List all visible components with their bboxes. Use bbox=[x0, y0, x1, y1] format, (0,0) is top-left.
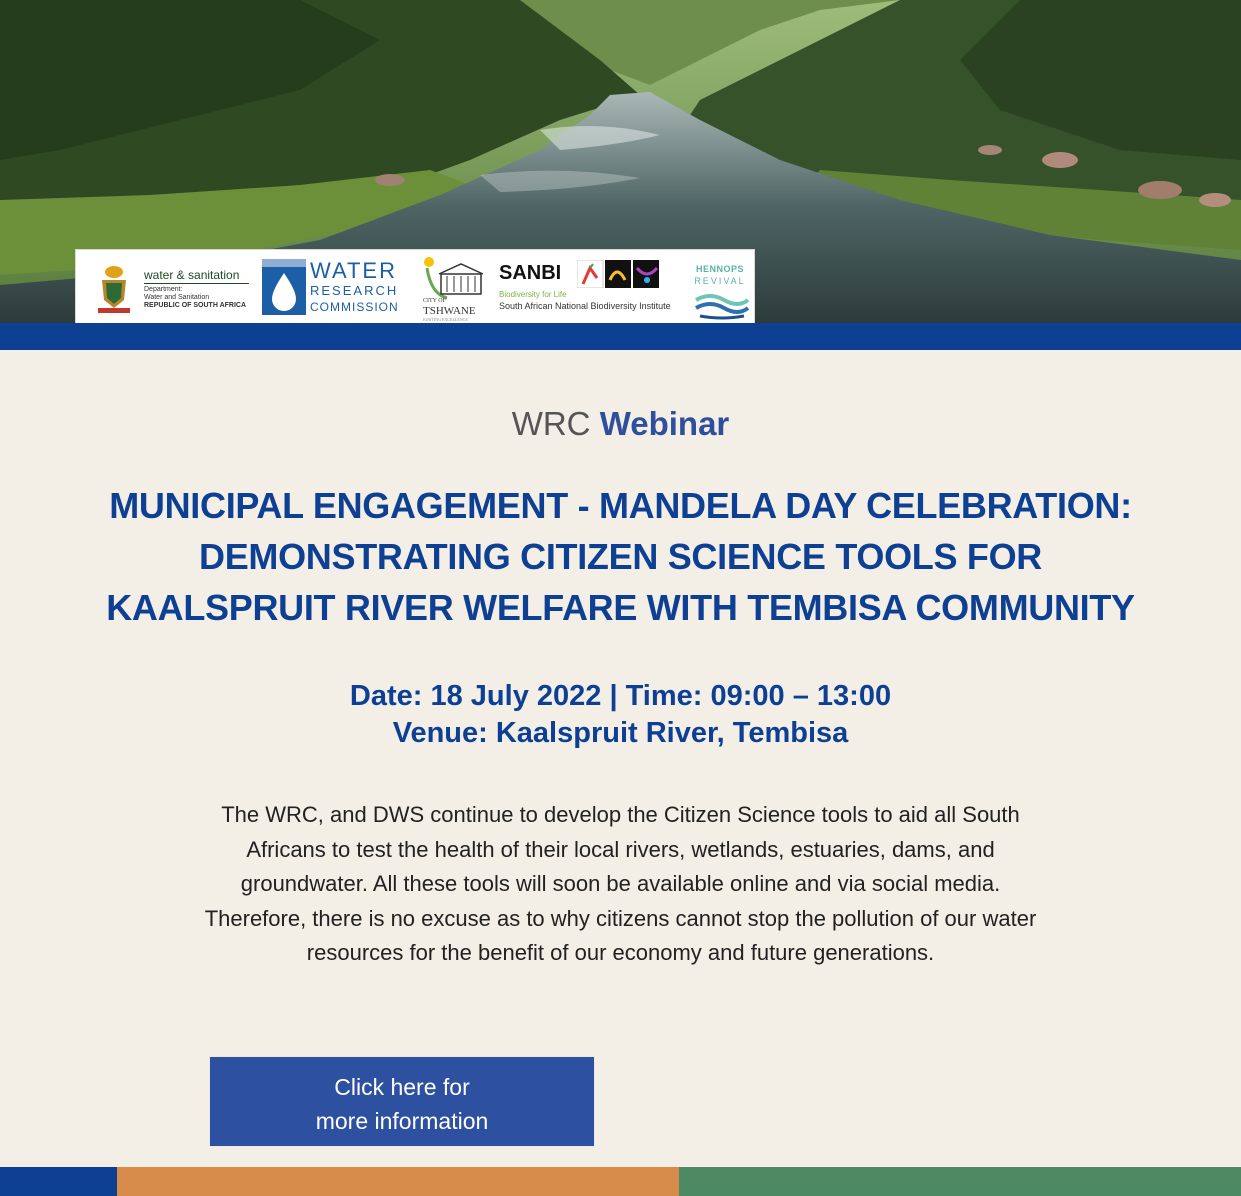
dws-name: water & sanitation bbox=[144, 268, 240, 282]
dws-dept-name: Water and Sanitation bbox=[144, 294, 210, 301]
union-buildings-icon bbox=[421, 254, 485, 302]
footer-bar-orange bbox=[117, 1167, 679, 1196]
heading-prefix: WRC bbox=[511, 405, 591, 442]
wrc-name-line2: RESEARCH bbox=[310, 283, 399, 298]
coat-of-arms-icon bbox=[88, 250, 148, 324]
description-line: Therefore, there is no excuse as to why citizens cannot stop the pollution of our water bbox=[204, 905, 1037, 931]
dws-dept-label: Department: bbox=[144, 286, 183, 293]
river-waves-icon bbox=[692, 294, 752, 320]
hennops-name: HENNOPS bbox=[695, 264, 744, 274]
tshwane-tagline: IGNITING EXCELLENCE bbox=[423, 317, 468, 322]
wrc-logo bbox=[262, 250, 412, 324]
dws-logo bbox=[76, 250, 256, 324]
event-date-time: Date: 18 July 2022 | Time: 09:00 – 13:00 bbox=[349, 680, 892, 712]
sanbi-full-name: South African National Biodiversity Institute bbox=[499, 301, 671, 311]
title-line-2: DEMONSTRATING CITIZEN SCIENCE TOOLS FOR bbox=[199, 536, 1042, 577]
event-description bbox=[70, 798, 1171, 971]
hennops-revival-logo bbox=[688, 250, 754, 324]
hennops-revival: REVIVAL bbox=[694, 276, 746, 286]
wrc-name-line3: COMMISSION bbox=[310, 300, 399, 314]
wrc-name-line1: WATER bbox=[310, 258, 397, 283]
water-drop-icon bbox=[262, 259, 306, 315]
sanbi-tagline: Biodiversity for Life bbox=[499, 290, 567, 299]
more-information-button[interactable] bbox=[209, 1056, 595, 1147]
event-details bbox=[0, 678, 1241, 752]
description-line: Africans to test the health of their local rivers, wetlands, estuaries, dams, and bbox=[246, 836, 995, 862]
footer-bar-blue bbox=[0, 1167, 117, 1196]
sanbi-logo bbox=[497, 250, 685, 324]
partner-logos-strip bbox=[75, 249, 755, 325]
dws-department-text bbox=[144, 286, 254, 310]
event-venue: Venue: Kaalspruit River, Tembisa bbox=[392, 717, 849, 749]
heading-accent: Webinar bbox=[599, 405, 730, 442]
divider bbox=[144, 283, 249, 284]
title-line-1: MUNICIPAL ENGAGEMENT - MANDELA DAY CELEBRATION: bbox=[109, 485, 1132, 526]
description-line: resources for the benefit of our economy and future generations. bbox=[306, 940, 935, 965]
event-title bbox=[40, 480, 1201, 633]
tshwane-city-of: CITY OF bbox=[423, 298, 446, 304]
dws-country: REPUBLIC OF SOUTH AFRICA bbox=[144, 302, 247, 309]
cta-line-1: Click here for bbox=[334, 1074, 470, 1100]
description-line: The WRC, and DWS continue to develop the Citizen Science tools to aid all South bbox=[221, 802, 1020, 827]
header-divider-band bbox=[0, 323, 1241, 350]
tshwane-logo bbox=[421, 250, 489, 324]
footer-bar-green bbox=[679, 1167, 1241, 1196]
webinar-heading bbox=[0, 405, 1241, 443]
cta-line-2: more information bbox=[315, 1108, 489, 1134]
tshwane-name: TSHWANE bbox=[423, 305, 476, 317]
description-line: groundwater. All these tools will soon be available online and via social media. bbox=[240, 871, 1001, 896]
title-line-3: KAALSPRUIT RIVER WELFARE WITH TEMBISA COMMUNITY bbox=[106, 587, 1135, 628]
biodiversity-icons bbox=[577, 260, 661, 288]
sanbi-name: SANBI bbox=[499, 262, 562, 284]
